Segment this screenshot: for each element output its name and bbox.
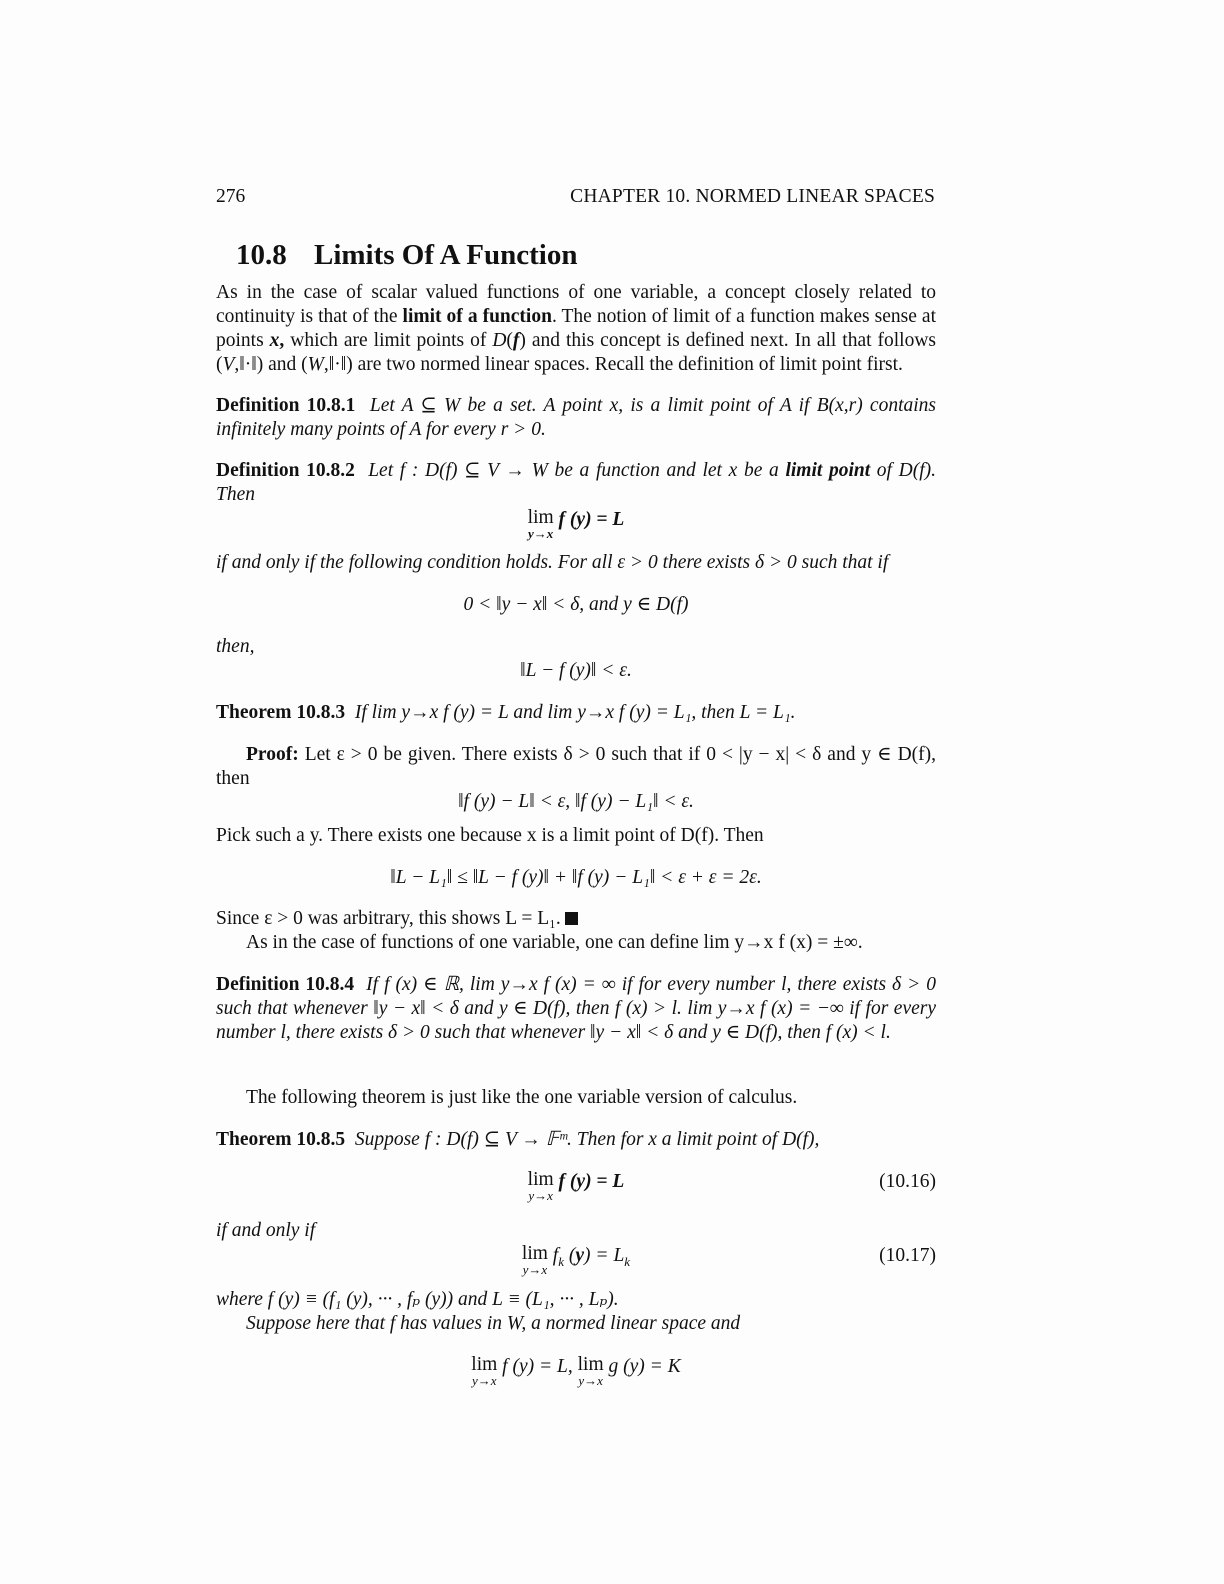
limit-subscript: y→x (578, 1373, 603, 1388)
theorem-text: If lim y→x f (y) = L and lim y→x f (y) = L₁, then L = L₁. (354, 702, 796, 723)
limit-subscript: y→x (528, 1188, 553, 1203)
limit-subscript: y→x (528, 526, 554, 541)
definition-10-8-1 (216, 394, 936, 442)
following-text: The following theorem is just like the one variable version of calculus. (246, 1087, 798, 1108)
section-number: 10.8 (236, 239, 287, 271)
definition-10-8-4 (216, 973, 936, 1045)
intro-text: . The notion of limit of a function makes sense at points (216, 306, 936, 351)
definition-text: Let A ⊆ W be a set. A point x, is a limit point of A if B(x,r) contains infinitely many points of A for every r > 0. (216, 395, 937, 440)
intro-text: As in the case of scalar valued functions of one variable, a concept closely related to continuity is that of the (216, 282, 936, 327)
infinite-limit-text: As in the case of functions of one variable, one can define lim y→x f (x) = ±∞. (246, 932, 863, 953)
suppose-text: Suppose here that f has values in W, a normed linear space and (246, 1313, 741, 1334)
definition-text: Let f : D(f) ⊆ V → W be a function and let x be a (368, 460, 786, 481)
definition-label: Definition 10.8.4 (216, 974, 355, 995)
limit-subscript: y→x (472, 1373, 497, 1388)
equation-text: ‖f (y) − L‖ < ε, ‖f (y) − L₁‖ < ε. (458, 791, 694, 812)
section-title-text: Limits Of A Function (314, 239, 578, 271)
equation-text: ‖L − L₁‖ ≤ ‖L − f (y)‖ + ‖f (y) − L₁‖ < ε + ε = 2ε. (390, 867, 762, 888)
where-text: where f (y) ≡ (f₁ (y), ··· , fₚ (y)) and L ≡ (L₁, ··· , Lₚ). (216, 1289, 619, 1310)
iff-text: if and only if (216, 1220, 316, 1241)
equation-proof-1 (216, 790, 936, 814)
condition-text: if and only if the following condition holds. For all ε > 0 there exists δ > 0 such that if (216, 552, 889, 573)
equation-rhs: f (y) = L (558, 509, 625, 530)
intro-paragraph: As in the case of scalar valued functions of one variable, a concept closely related to continuity is that of the limit of a function. The notion of limit of a function makes sense at points x, which are limit points of D(f) and this concept is defined next. In all that follows (V,‖·‖) and (W,‖·‖) are two normed linear spaces. Recall the definition of limit point first. (216, 282, 936, 375)
equation-rhs: f (y) = L (558, 1171, 625, 1192)
equation-text: 0 < ‖y − x‖ < δ, and y ∈ D(f) (463, 594, 689, 615)
proof-text-2: Pick such a y. There exists one because x is a limit point of D(f). Then (216, 825, 764, 846)
equation-norm-bound (216, 659, 936, 683)
definition-label: Definition 10.8.2 (216, 460, 355, 481)
equation-number: (10.16) (879, 1171, 936, 1192)
equation-limit-definition: lim y→x f (y) = L (527, 507, 625, 541)
proof-text: Since ε > 0 was arbitrary, this shows L = L₁. (216, 908, 561, 929)
equation-number: (10.17) (879, 1245, 936, 1266)
intro-text: are two normed linear spaces. Recall the definition of limit point first. (352, 354, 903, 375)
then-text: then, (216, 636, 255, 657)
intro-text: and (263, 354, 302, 375)
section-title (236, 238, 577, 272)
equation-two-limits: lim y→x f (y) = L, lim y→x g (y) = K (471, 1354, 681, 1388)
page-number: 276 (216, 186, 246, 207)
definition-10-8-2 (216, 459, 936, 507)
theorem-10-8-5 (216, 1128, 936, 1152)
theorem-10-8-3 (216, 701, 936, 725)
proof-label: Proof: (246, 744, 299, 765)
equation-condition (216, 593, 936, 617)
intro-bold: limit of a function (402, 306, 552, 327)
theorem-label: Theorem 10.8.5 (216, 1129, 346, 1150)
proof-text: Let ε > 0 be given. There exists δ > 0 such that if 0 < |y − x| < δ and y ∈ D(f), then (216, 744, 937, 789)
equation-text: ‖L − f (y)‖ < ε. (520, 660, 632, 681)
definition-text: of D(f). Then (216, 460, 937, 505)
limit-subscript: y→x (522, 1262, 548, 1277)
equation-10-16: lim y→x f (y) = L (527, 1169, 625, 1203)
definition-bold: limit point (785, 460, 871, 481)
intro-text: and this concept is defined next. In all that follows (525, 330, 936, 351)
intro-text: which are limit points of (284, 330, 493, 351)
theorem-text: Suppose f : D(f) ⊆ V → 𝔽ᵐ. Then for x a limit point of D(f), (354, 1129, 820, 1150)
equation-proof-2 (216, 866, 936, 890)
qed-square-icon (565, 912, 578, 925)
chapter-heading: CHAPTER 10. NORMED LINEAR SPACES (570, 186, 935, 207)
proof-paragraph (216, 743, 936, 791)
proof-conclusion (216, 907, 936, 931)
definition-label: Definition 10.8.1 (216, 395, 356, 416)
definition-text: If f (x) ∈ ℝ, lim y→x f (x) = ∞ if for every number l, there exists δ > 0 such that whenever ‖y − x‖ < δ and y ∈ D(f), then f (x) > l. lim y→x f (x) = −∞ if for every number l, there exists δ > 0 such that whenever ‖y − x‖ < δ and y ∈ D(f), then f (x) < l. (216, 974, 936, 1043)
equation-10-17: lim y→x $f_k$ $(y) = L_k$ (521, 1243, 631, 1277)
theorem-label: Theorem 10.8.3 (216, 702, 346, 723)
